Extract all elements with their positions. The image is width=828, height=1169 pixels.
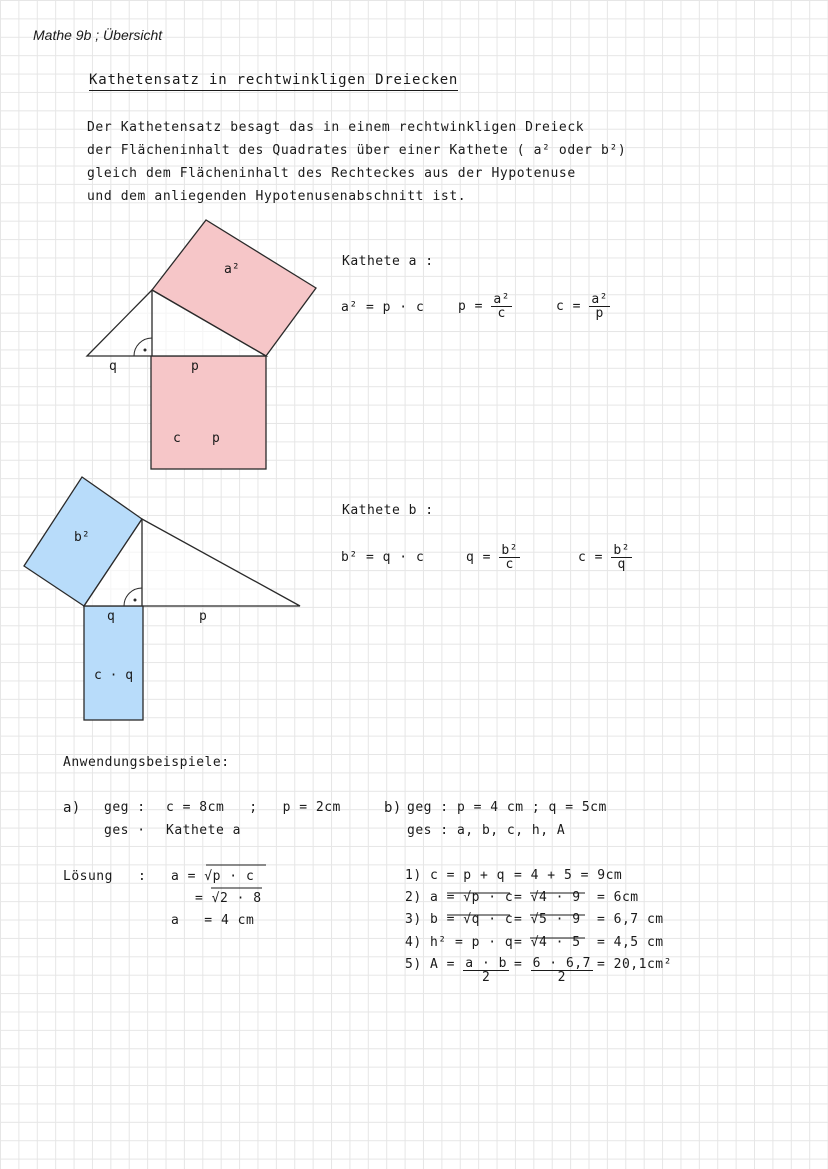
example-b-geg: geg : p = 4 cm ; q = 5cm	[407, 800, 607, 815]
paragraph-line: und dem anliegenden Hypotenusenabschnitt ist.	[87, 189, 467, 204]
right-angle-dot-b	[134, 599, 137, 602]
example-b-step-left: 2) a = √p · c	[405, 890, 514, 905]
example-a-step: = √2 · 8	[195, 891, 262, 906]
example-b-step-right: = 4,5 cm	[597, 935, 664, 950]
paragraph-line: Der Kathetensatz besagt das in einem rechtwinkligen Dreieck	[87, 120, 585, 135]
kathete-b-heading: Kathete b :	[342, 503, 434, 518]
label-p: p	[191, 359, 199, 374]
paragraph-line: der Flächeninhalt des Quadrates über einer Kathete ( a² oder b²)	[87, 143, 627, 158]
example-b-step-left: 3) b = √q · c	[405, 912, 514, 927]
paragraph-line: gleich dem Flächeninhalt des Rechteckes aus der Hypotenuse	[87, 166, 576, 181]
kathete-b-formula: b² = q · c	[341, 550, 425, 565]
example-b-step-left: 1) c = p + q	[405, 868, 505, 883]
fraction	[499, 544, 520, 571]
formula-lhs: c =	[556, 299, 581, 314]
formula-lhs: =	[514, 957, 523, 972]
fraction	[531, 957, 593, 984]
formula-lhs: c =	[578, 550, 603, 565]
formula-lhs: 5) A =	[405, 957, 455, 972]
fraction-numerator: a²	[493, 292, 510, 307]
kathete-a-formula: a² = p · c	[341, 300, 425, 315]
fraction-denominator: 2	[557, 970, 566, 985]
formula-lhs: p =	[458, 299, 483, 314]
example-b-label: b)	[384, 800, 402, 816]
example-b-step5-left	[405, 957, 509, 984]
fraction-numerator: a · b	[465, 956, 507, 971]
example-a-ges-value: Kathete a	[166, 823, 241, 838]
label-q: q	[109, 359, 117, 374]
fraction	[589, 293, 610, 320]
page-header-title: Mathe 9b ; Übersicht	[33, 27, 163, 43]
example-a-ges-label: ges ·	[104, 823, 146, 838]
label-p: p	[199, 609, 207, 624]
fraction-numerator: b²	[613, 543, 630, 558]
example-b-step-mid: = √4 · 5	[514, 935, 581, 950]
label-q: q	[107, 609, 115, 624]
fraction-denominator: q	[617, 557, 626, 572]
example-b-ges: ges : a, b, c, h, A	[407, 823, 566, 838]
section-title: Kathetensatz in rechtwinkligen Dreiecken	[89, 72, 458, 91]
fraction-denominator: c	[505, 557, 514, 572]
example-a-step: a = √p · c	[171, 869, 255, 884]
label-rect-cq: c · q	[94, 668, 134, 683]
example-b-step-mid: = √5 · 9	[514, 912, 581, 927]
fraction	[463, 957, 509, 984]
label-a-squared: a²	[224, 262, 240, 277]
kathete-a-formula-c	[556, 293, 610, 320]
kathete-a-heading: Kathete a :	[342, 254, 434, 269]
fraction-numerator: b²	[501, 543, 518, 558]
fraction	[491, 293, 512, 320]
example-b-step-right: = 6cm	[597, 890, 639, 905]
example-b-step-mid: = 4 + 5 = 9cm	[514, 868, 623, 883]
example-b-step-left: 4) h² = p · q	[405, 935, 514, 950]
fraction-denominator: p	[595, 306, 604, 321]
example-b-step-right: = 6,7 cm	[597, 912, 664, 927]
example-a-geg-label: geg :	[104, 800, 146, 815]
example-a-loesung-label: Lösung :	[63, 869, 147, 884]
example-b-step5-right: = 20,1cm²	[597, 957, 672, 972]
kathete-b-formula-q	[466, 544, 520, 571]
fraction-numerator: 6 · 6,7	[532, 956, 591, 971]
label-rect-c: c	[173, 431, 181, 446]
example-a-geg-values: c = 8cm ; p = 2cm	[166, 800, 341, 815]
example-b-step5-mid	[514, 957, 593, 984]
fraction	[611, 544, 632, 571]
label-rect-p: p	[212, 431, 220, 446]
examples-heading: Anwendungsbeispiele:	[63, 755, 230, 770]
fraction-denominator: 2	[481, 970, 491, 985]
fraction-denominator: c	[497, 306, 506, 321]
rect-c-p	[151, 356, 266, 469]
right-angle-dot-a	[144, 349, 147, 352]
formula-lhs: q =	[466, 550, 491, 565]
label-b-squared: b²	[74, 530, 90, 545]
example-b-step-mid: = √4 · 9	[514, 890, 581, 905]
fraction-numerator: a²	[591, 292, 608, 307]
example-a-label: a)	[63, 800, 81, 816]
kathete-b-formula-c	[578, 544, 632, 571]
kathete-a-formula-p	[458, 293, 512, 320]
example-a-step: a = 4 cm	[171, 913, 255, 928]
